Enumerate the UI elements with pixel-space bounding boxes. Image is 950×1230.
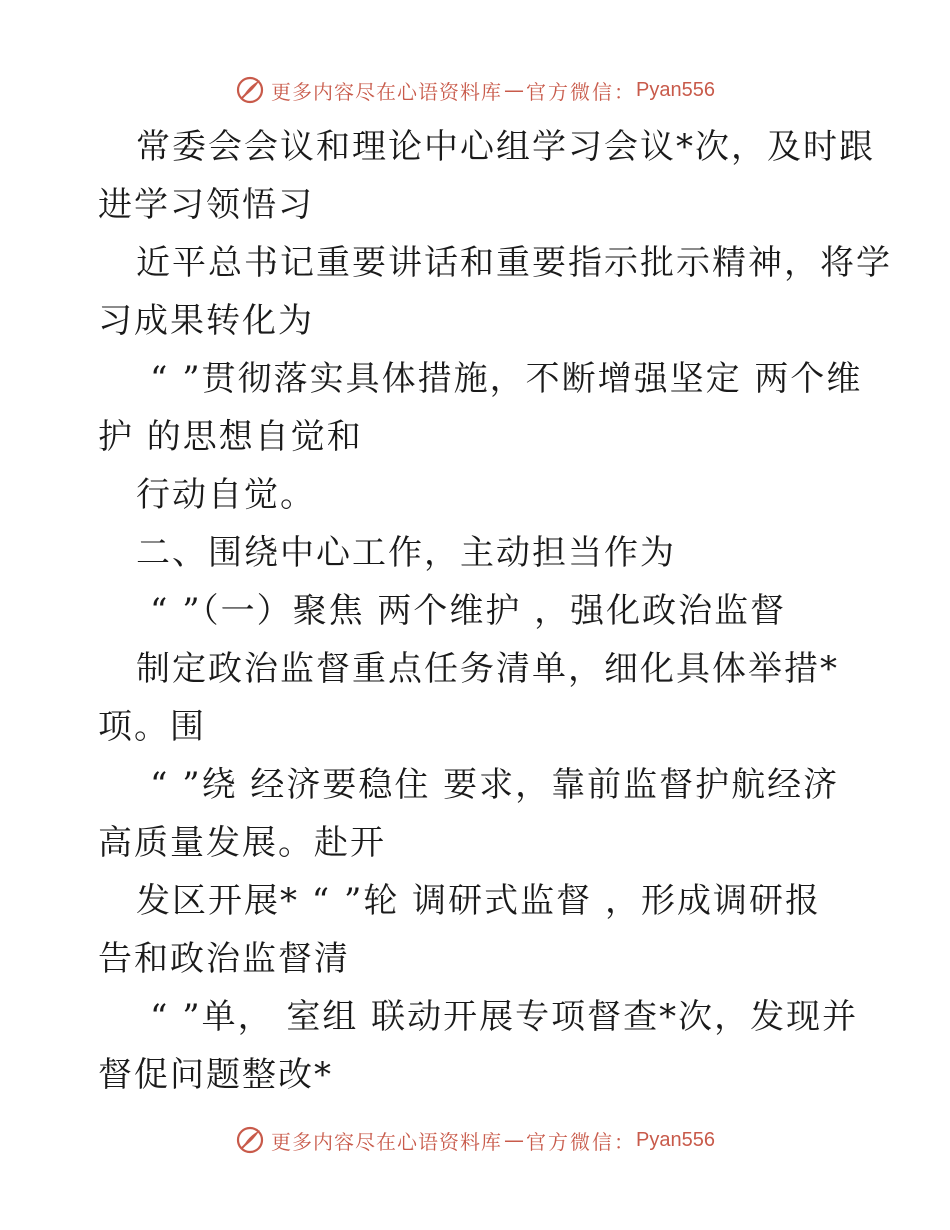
body-line: 发区开展* “ ”轮 调研式监督 ，形成调研报 <box>136 881 821 921</box>
banner-wechat-id: Pyan556 <box>636 78 715 101</box>
banner-dash: — <box>504 78 525 102</box>
body-line: 制定政治监督重点任务清单，细化具体举措* <box>136 649 839 689</box>
body-line: “ ”贯彻落实具体措施，不断增强坚定 两个维 <box>150 359 863 399</box>
body-line: 护 的思想自觉和 <box>98 417 363 457</box>
body-line: 进学习领悟习 <box>98 185 314 225</box>
body-line: 告和政治监督清 <box>98 939 350 979</box>
banner-main-text: 更多内容尽在心语资料库 <box>271 79 503 104</box>
body-line: 督促问题整改* <box>98 1055 333 1095</box>
body-line: 项。围 <box>98 707 206 747</box>
body-line: 习成果转化为 <box>98 301 314 341</box>
banner-label: 官方微信： <box>526 79 637 104</box>
footer-banner <box>0 1120 950 1160</box>
section-heading: 二、围绕中心工作，主动担当作为 <box>136 533 676 573</box>
header-banner <box>0 70 950 110</box>
body-line: 行动自觉。 <box>136 475 316 515</box>
banner-wechat-id: Pyan556 <box>636 1128 715 1151</box>
body-line: “ ”绕 经济要稳住 要求，靠前监督护航经济 <box>150 765 840 805</box>
body-line: 高质量发展。赴开 <box>98 823 386 863</box>
quill-logo-icon <box>235 75 265 105</box>
body-line: “ ”单， 室组 联动开展专项督查*次，发现并 <box>150 997 859 1037</box>
body-line: 常委会会议和理论中心组学习会议*次，及时跟 <box>136 127 875 167</box>
body-line: 近平总书记重要讲话和重要指示批示精神，将学 <box>136 243 892 283</box>
subsection-heading: “ ”（一）聚焦 两个维护 ，强化政治监督 <box>150 591 787 631</box>
quill-logo-icon <box>235 1125 265 1155</box>
banner-label: 官方微信： <box>526 1129 637 1154</box>
banner-main-text: 更多内容尽在心语资料库 <box>271 1129 503 1154</box>
banner-dash: — <box>504 1128 525 1152</box>
